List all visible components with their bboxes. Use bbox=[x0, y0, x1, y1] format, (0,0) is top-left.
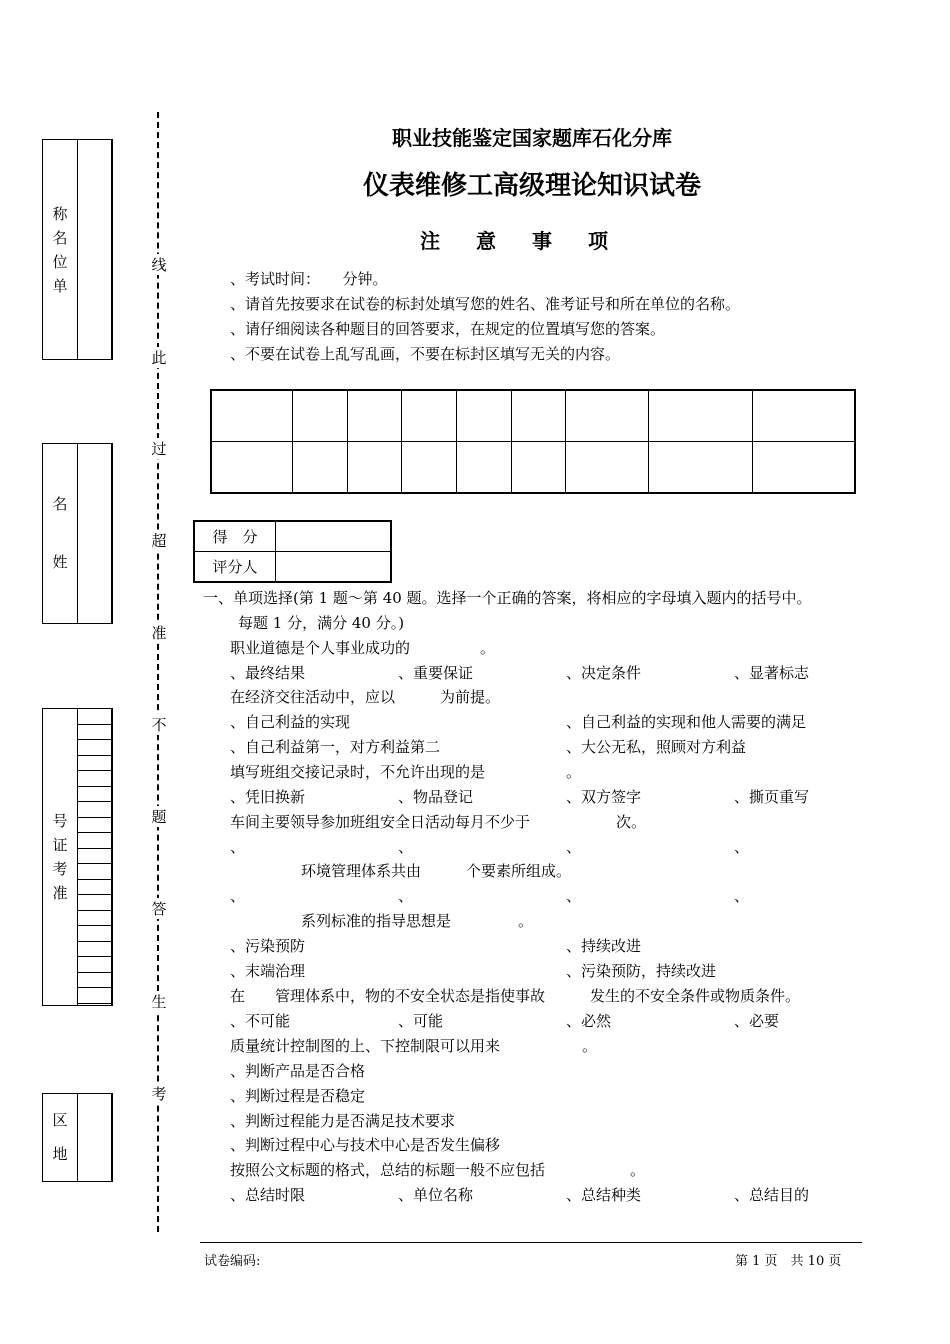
q3-stem: 填写班组交接记录时，不允许出现的是 bbox=[230, 763, 486, 781]
q8-bracket: 。 bbox=[582, 1037, 598, 1055]
q3-bracket: 。 bbox=[566, 763, 582, 781]
seal-line-char: 过 bbox=[151, 440, 167, 458]
q6-opt-a: 、污染预防 bbox=[230, 937, 306, 955]
score-cell[interactable] bbox=[293, 442, 348, 494]
q5-opt-b: 、 bbox=[398, 887, 414, 905]
note-2: 、请首先按要求在试卷的标封处填写您的姓名、准考证号和所在单位的名称。 bbox=[230, 295, 741, 313]
grader-table bbox=[193, 520, 392, 583]
note-1: 、考试时间： 分钟。 bbox=[230, 270, 388, 288]
score-cell[interactable] bbox=[512, 442, 566, 494]
q6-stem: 系列标准的指导思想是 bbox=[301, 912, 452, 930]
seal-line-char: 不 bbox=[151, 716, 167, 734]
id-digit-row bbox=[78, 1003, 112, 1004]
seal-line bbox=[157, 112, 159, 1232]
notes-heading: 注意事项 bbox=[420, 229, 644, 253]
score-header bbox=[649, 390, 753, 442]
q2-opt-d: 、大公无私，照顾对方利益 bbox=[566, 738, 747, 756]
q8-opt-d: 、判断过程中心与技术中心是否发生偏移 bbox=[230, 1136, 501, 1154]
id-digit-row bbox=[78, 724, 112, 725]
q6-opt-d: 、污染预防，持续改进 bbox=[566, 962, 717, 980]
unit-label: 称 名 位 单 bbox=[52, 205, 68, 295]
id-digit-row bbox=[78, 941, 112, 942]
score-row-label bbox=[211, 442, 293, 494]
q3-opt-a: 、凭旧换新 bbox=[230, 788, 306, 806]
seal-line-char: 考 bbox=[151, 1085, 167, 1103]
q3-opt-c: 、双方签字 bbox=[566, 788, 642, 806]
q3-opt-b: 、物品登记 bbox=[398, 788, 474, 806]
score-cell[interactable] bbox=[457, 442, 512, 494]
q4-stem: 车间主要领导参加班组安全日活动每月不少于 bbox=[230, 813, 531, 831]
q2-opt-a: 、自己利益的实现 bbox=[230, 713, 351, 731]
region-input-column[interactable] bbox=[77, 1093, 113, 1182]
note-4: 、不要在试卷上乱写乱画，不要在标封区填写无关的内容。 bbox=[230, 345, 621, 363]
paper-title: 仪表维修工高级理论知识试卷 bbox=[362, 171, 701, 201]
id-digit-row bbox=[78, 972, 112, 973]
score-header bbox=[566, 390, 649, 442]
score-cell[interactable] bbox=[649, 442, 753, 494]
id-digit-row bbox=[78, 786, 112, 787]
region-label: 区 地 bbox=[52, 1111, 68, 1163]
q2-opt-b: 、自己利益的实现和他人需要的满足 bbox=[566, 713, 807, 731]
seal-line-char: 准 bbox=[151, 624, 167, 642]
id-digit-row bbox=[78, 863, 112, 864]
q5-stem: 环境管理体系共由 个要素所组成。 bbox=[301, 862, 572, 880]
header-line1: 职业技能鉴定国家题库石化分库 bbox=[392, 126, 672, 150]
id-digit-row bbox=[78, 817, 112, 818]
footer-page: 第 1 页 共 10 页 bbox=[735, 1254, 842, 1269]
id-digit-row bbox=[78, 848, 112, 849]
q7-opt-a: 、不可能 bbox=[230, 1012, 291, 1030]
q9-opt-a: 、总结时限 bbox=[230, 1186, 306, 1204]
score-header-corner bbox=[211, 390, 293, 442]
score-header bbox=[348, 390, 402, 442]
grader-score-cell[interactable] bbox=[276, 521, 392, 552]
score-cell[interactable] bbox=[753, 442, 856, 494]
seal-line-char: 线 bbox=[151, 256, 167, 274]
q4-opt-d: 、 bbox=[734, 838, 750, 856]
q6-bracket: 。 bbox=[518, 912, 534, 930]
score-cell[interactable] bbox=[566, 442, 649, 494]
id-box bbox=[42, 708, 112, 1006]
id-digit-row bbox=[78, 801, 112, 802]
id-label: 号 证 考 准 bbox=[52, 812, 68, 902]
id-digit-row bbox=[78, 925, 112, 926]
q4-opt-b: 、 bbox=[398, 838, 414, 856]
score-table bbox=[210, 389, 856, 494]
id-digit-row bbox=[78, 879, 112, 880]
q1-opt-b: 、重要保证 bbox=[398, 664, 474, 682]
id-digit-row bbox=[78, 910, 112, 911]
footer-rule bbox=[200, 1242, 862, 1243]
grader-person-cell[interactable] bbox=[276, 552, 392, 583]
q2-opt-c: 、自己利益第一，对方利益第二 bbox=[230, 738, 441, 756]
q4-opt-c: 、 bbox=[566, 838, 582, 856]
q9-opt-d: 、总结目的 bbox=[734, 1186, 810, 1204]
q6-opt-b: 、持续改进 bbox=[566, 937, 642, 955]
note-3: 、请仔细阅读各种题目的回答要求，在规定的位置填写您的答案。 bbox=[230, 320, 666, 338]
id-digit-row bbox=[78, 770, 112, 771]
q5-opt-c: 、 bbox=[566, 887, 582, 905]
score-header bbox=[457, 390, 512, 442]
id-digit-row bbox=[78, 894, 112, 895]
seal-line-char: 题 bbox=[151, 808, 167, 826]
q8-opt-b: 、判断过程是否稳定 bbox=[230, 1087, 366, 1105]
q1-opt-a: 、最终结果 bbox=[230, 664, 306, 682]
name-label: 名 姓 bbox=[52, 495, 68, 571]
q5-opt-a: 、 bbox=[230, 887, 246, 905]
q7-stem: 在 管理体系中，物的不安全状态是指使事故 发生的不安全条件或物质条件。 bbox=[230, 987, 801, 1005]
q7-opt-d: 、必要 bbox=[734, 1012, 780, 1030]
q1-opt-d: 、显著标志 bbox=[734, 664, 810, 682]
footer-code: 试卷编码: bbox=[204, 1254, 261, 1269]
id-digit-row bbox=[78, 755, 112, 756]
section-heading-2: 每题 1 分，满分 40 分。) bbox=[238, 614, 405, 632]
score-cell[interactable] bbox=[348, 442, 402, 494]
q4-opt-a: 、 bbox=[230, 838, 246, 856]
score-header bbox=[402, 390, 457, 442]
q8-opt-a: 、判断产品是否合格 bbox=[230, 1062, 366, 1080]
seal-line-char: 答 bbox=[151, 900, 167, 918]
q1-bracket: 。 bbox=[480, 639, 496, 657]
q7-opt-c: 、必然 bbox=[566, 1012, 612, 1030]
id-digit-row bbox=[78, 832, 112, 833]
region-box bbox=[42, 1093, 112, 1182]
id-digit-row bbox=[78, 739, 112, 740]
grader-score-label: 得 分 bbox=[194, 521, 276, 552]
score-header bbox=[753, 390, 856, 442]
seal-line-char: 此 bbox=[151, 349, 167, 367]
q3-opt-d: 、撕页重写 bbox=[734, 788, 810, 806]
q9-opt-b: 、单位名称 bbox=[398, 1186, 474, 1204]
id-input-grid[interactable] bbox=[77, 708, 113, 1006]
q8-stem: 质量统计控制图的上、下控制限可以用来 bbox=[230, 1037, 501, 1055]
q7-opt-b: 、可能 bbox=[398, 1012, 444, 1030]
q9-opt-c: 、总结种类 bbox=[566, 1186, 642, 1204]
score-header bbox=[512, 390, 566, 442]
q8-opt-c: 、判断过程能力是否满足技术要求 bbox=[230, 1112, 456, 1130]
id-digit-row bbox=[78, 987, 112, 988]
seal-line-char: 生 bbox=[151, 993, 167, 1011]
q9-stem: 按照公文标题的格式，总结的标题一般不应包括 bbox=[230, 1161, 546, 1179]
score-cell[interactable] bbox=[402, 442, 457, 494]
seal-line-char: 超 bbox=[151, 532, 167, 550]
q9-bracket: 。 bbox=[630, 1161, 646, 1179]
name-box bbox=[42, 443, 112, 624]
id-digit-row bbox=[78, 956, 112, 957]
q1-opt-c: 、决定条件 bbox=[566, 664, 642, 682]
grader-person-label: 评分人 bbox=[194, 552, 276, 583]
q6-opt-c: 、末端治理 bbox=[230, 962, 306, 980]
q1-stem: 职业道德是个人事业成功的 bbox=[230, 639, 411, 657]
q5-opt-d: 、 bbox=[734, 887, 750, 905]
name-input-column[interactable] bbox=[77, 443, 113, 624]
q4-unit: 次。 bbox=[616, 813, 647, 831]
section-heading: 一、单项选择(第 1 题～第 40 题。选择一个正确的答案，将相应的字母填入题内的括号中。 bbox=[203, 589, 812, 607]
q2-stem: 在经济交往活动中，应以 为前提。 bbox=[230, 688, 501, 706]
score-header bbox=[293, 390, 348, 442]
